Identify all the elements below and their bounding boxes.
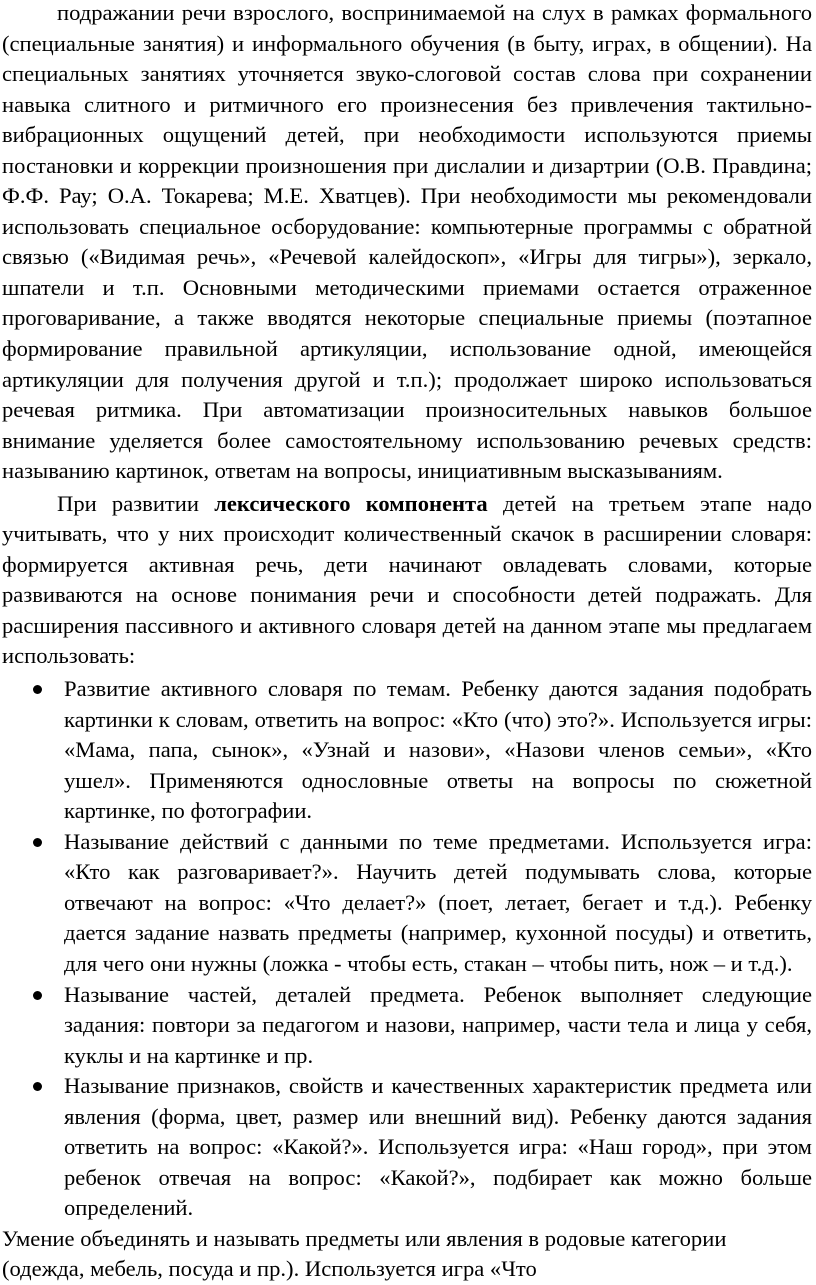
bullet-icon bbox=[33, 838, 42, 847]
bullet-list bbox=[2, 674, 812, 1224]
list-item bbox=[2, 674, 812, 827]
lexical-paragraph bbox=[2, 489, 812, 672]
list-item bbox=[2, 980, 812, 1072]
list-item-text: Называние действий с данными по теме предметами. Используется игра: «Кто как разговаривает?». Научить детей подумывать слова, которые отвечают на вопрос: «Что делает?» (поет, летает, бегает и т.д.). Ребенку дается задание назвать предметы (например, кухонной посуды) и ответить, для чего они нужны (ложка - чтобы есть, стакан – чтобы пить, нож – и т.д.). bbox=[64, 828, 812, 976]
lexical-paragraph-body: детей на третьем этапе надо учитывать, что у них происходит количественный скачок в расширении словаря: формируется активная речь, дети начинают овладевать словами, которые развиваются на основе понимания речи и способности детей подражать. Для расширения пассивного и активного словаря детей на данном этапе мы предлагаем использовать: bbox=[2, 490, 813, 669]
closing-paragraph: Умение объединять и называть предметы или явления в родовые категории (одежда, мебель, посуда и пр.). Используется игра «Что bbox=[2, 1225, 727, 1282]
list-item bbox=[2, 1071, 812, 1224]
list-item bbox=[2, 827, 812, 980]
list-item-text: Называние признаков, свойств и качественных характеристик предмета или явления (форма, цвет, размер или внешний вид). Ребенку даются задания ответить на вопрос: «Какой?». Используется игра: «Наш город», при этом ребенок отвечая на вопрос: «Какой?», подбирает как можно больше определений. bbox=[64, 1073, 812, 1221]
bullet-icon bbox=[33, 991, 42, 1000]
list-item-text: Называние частей, деталей предмета. Ребенок выполняет следующие задания: повтори за педагогом и назови, например, части тела и лица у себя, куклы и на картинке и пр. bbox=[64, 981, 812, 1068]
lexical-paragraph-lead: При развитии bbox=[57, 490, 215, 516]
bullet-icon bbox=[33, 1082, 42, 1091]
continuation-paragraph: подражании речи взрослого, воспринимаемой на слух в рамках формального (специальные занятия) и информального обучения (в быту, играх, в общении). На специальных занятиях уточняется звуко-слоговой состав слова при сохранении навыка слитного и ритмичного его произнесения без привлечения тактильно-вибрационных ощущений детей, при необходимости используются приемы постановки и коррекции произношения при дислалии и дизартрии (О.В. Правдина; Ф.Ф. Рау; О.А. Токарева; М.Е. Хватцев). При необходимости мы рекомендовали использовать специальное осборудование: компьютерные программы с обратной связью («Видимая речь», «Речевой калейдоскоп», «Игры для тигры»), зеркало, шпатели и т.п. Основными методическими приемами остается отраженное проговаривание, а также вводятся некоторые специальные приемы (поэтапное формирование правильной артикуляции, использование одной, имеющейся артикуляции для получения другой и т.п.); продолжает широко использоваться речевая ритмика. При автоматизации произносительных навыков большое внимание уделяется более самостоятельному использованию речевых средств: называнию картинок, ответам на вопросы, инициативным высказываниям. bbox=[2, 0, 812, 484]
bullet-icon bbox=[33, 685, 42, 694]
lexical-component-term: лексического компонента bbox=[214, 490, 488, 516]
list-item-text: Развитие активного словаря по темам. Ребенку даются задания подобрать картинки к словам, ответить на вопрос: «Кто (что) это?». Используется игры: «Мама, папа, сынок», «Узнай и назови», «Назови членов семьи», «Кто ушел». Применяются однословные ответы на вопросы по сюжетной картинке, по фотографии. bbox=[64, 676, 812, 824]
